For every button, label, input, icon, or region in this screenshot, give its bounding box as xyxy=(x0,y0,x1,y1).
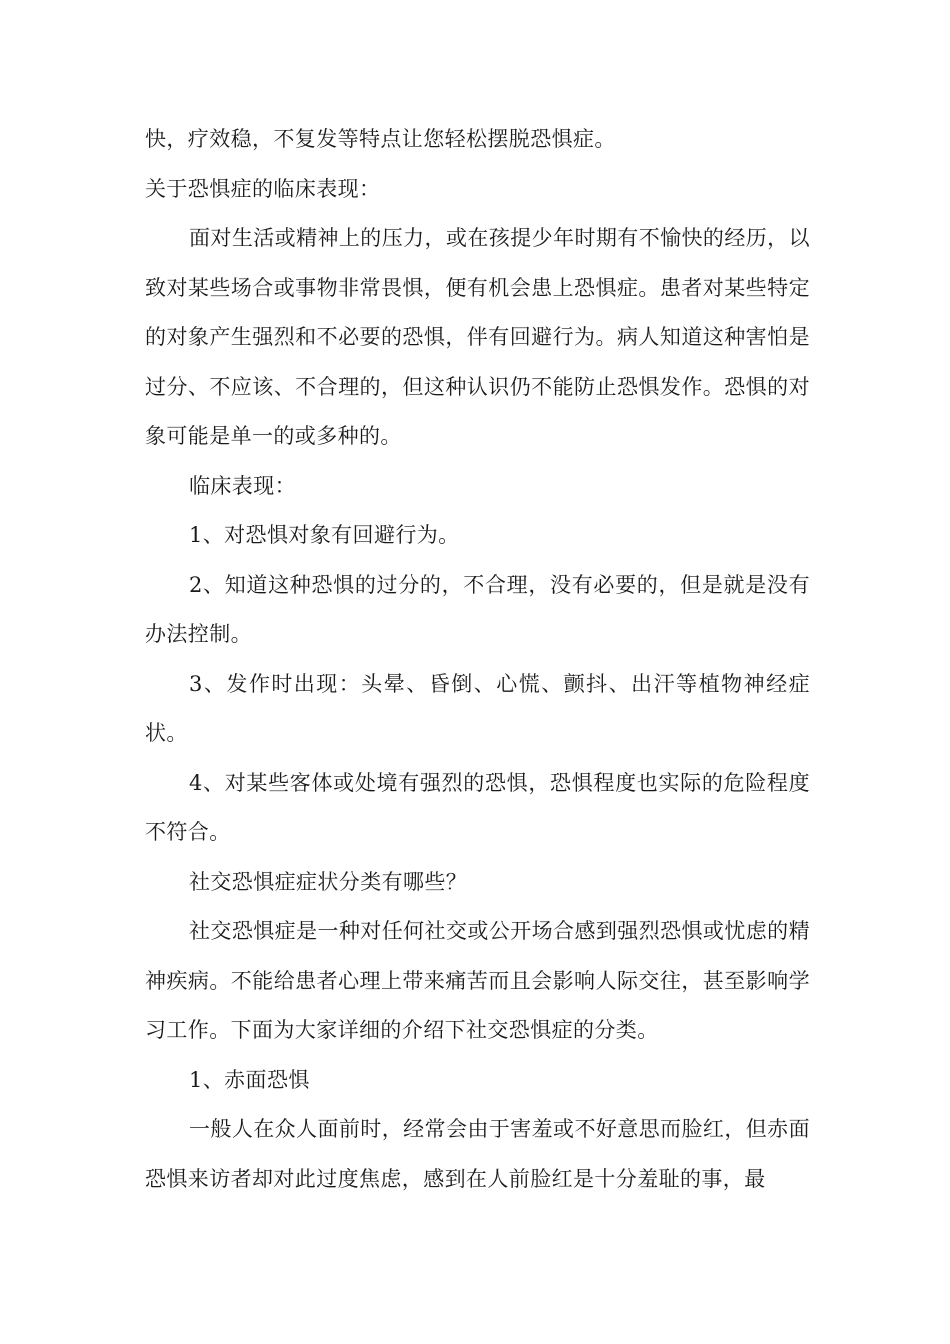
document-body xyxy=(145,115,810,1204)
paragraph-blushing-phobia: 一般人在众人面前时，经常会由于害羞或不好意思而脸红，但赤面恐惧来访者却对此过度焦虑，感到在人前脸红是十分羞耻的事，最 xyxy=(145,1117,810,1191)
list-item-2: 2、知道这种恐惧的过分的，不合理，没有必要的，但是就是没有办法控制。 xyxy=(145,572,810,646)
paragraph-social-phobia-intro: 社交恐惧症是一种对任何社交或公开场合感到强烈恐惧或忧虑的精神疾病。不能给患者心理上带来痛苦而且会影响人际交往，甚至影响学习工作。下面为大家详细的介绍下社交恐惧症的分类。 xyxy=(145,919,810,1042)
paragraph-phobia-description: 面对生活或精神上的压力，或在孩提少年时期有不愉快的经历，以致对某些场合或事物非常畏惧，便有机会患上恐惧症。患者对某些特定的对象产生强烈和不必要的恐惧，伴有回避行为。病人知道这种害怕是过分、不应该、不合理的，但这种认识仍不能防止恐惧发作。恐惧的对象可能是单一的或多种的。 xyxy=(145,226,810,448)
list-item-4: 4、对某些客体或处境有强烈的恐惧，恐惧程度也实际的危险程度不符合。 xyxy=(145,770,810,844)
subheading-blushing-phobia: 1、赤面恐惧 xyxy=(189,1067,310,1092)
section-heading-social-phobia-types: 社交恐惧症症状分类有哪些？ xyxy=(189,869,468,894)
subheading-clinical-manifestations: 临床表现： xyxy=(189,473,296,498)
paragraph-continuation: 快，疗效稳，不复发等特点让您轻松摆脱恐惧症。 xyxy=(145,127,616,151)
list-item-1: 1、对恐惧对象有回避行为。 xyxy=(189,523,460,547)
list-item-3: 3、发作时出现：头晕、昏倒、心慌、颤抖、出汗等植物神经症状。 xyxy=(145,671,810,745)
section-heading-clinical-manifestations: 关于恐惧症的临床表现： xyxy=(145,176,381,201)
